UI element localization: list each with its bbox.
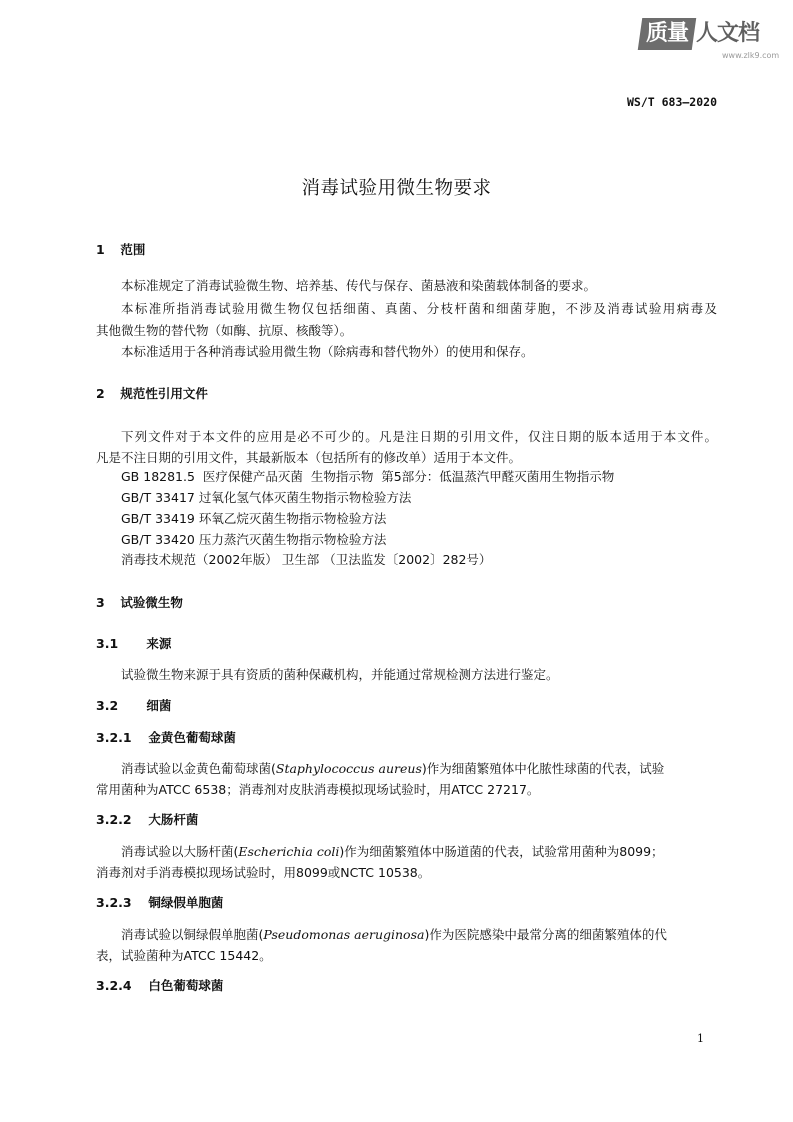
references-intro-line-2: 凡是不注日期的引用文件，其最新版本（包括所有的修改单）适用于本文件。 [96,450,522,465]
source-paragraph: 试验微生物来源于具有资质的菌种保藏机构，并能通过常规检测方法进行鉴定。 [121,667,559,682]
reference-item: GB 18281.5 医疗保健产品灭菌 生物指示物 第5部分：低温蒸汽甲醛灭菌用生物指示物 [121,469,615,484]
subsection-heading-3-2-1 [96,728,236,748]
watermark-logo [640,18,790,68]
subsection-title: 大肠杆菌 [148,812,199,827]
latin-species-name: Escherichia coli [238,844,340,859]
paragraph-text: )作为细菌繁殖体中肠道菌的代表，试验常用菌种为8099； [339,844,664,859]
pseudomonas-paragraph-line-1 [121,925,667,945]
scope-paragraph-1: 本标准规定了消毒试验微生物、培养基、传代与保存、菌悬液和染菌载体制备的要求。 [121,278,597,293]
section-title: 试验微生物 [120,595,183,610]
paragraph-text: 消毒试验以金黄色葡萄球菌( [121,761,276,776]
page-number: 1 [697,1032,704,1045]
reference-item: GB/T 33420 压力蒸汽灭菌生物指示物检验方法 [121,532,387,547]
standard-code: WS/T 683—2020 [626,95,717,109]
watermark-brand-part2: 人文档 [696,21,760,46]
subsection-title: 来源 [146,636,172,651]
subsection-title: 细菌 [146,698,172,713]
reference-item: GB/T 33417 过氧化氢气体灭菌生物指示物检验方法 [121,490,412,505]
subsection-heading-3-2-4 [96,976,223,996]
subsection-number: 3.2 [96,698,119,713]
reference-item: GB/T 33419 环氧乙烷灭菌生物指示物检验方法 [121,511,387,526]
document-title: 消毒试验用微生物要求 [301,178,492,199]
section-heading-1 [96,240,145,260]
subsection-heading-3-2 [96,696,171,716]
paragraph-text: )作为医院感染中最常分离的细菌繁殖体的代 [424,927,667,942]
paragraph-text: 消毒试验以铜绿假单胞菌( [121,927,264,942]
section-title: 规范性引用文件 [120,386,208,401]
pseudomonas-paragraph-line-2: 表，试验菌种为ATCC 15442。 [96,948,272,963]
references-intro-line-1: 下列文件对于本文件的应用是必不可少的。凡是注日期的引用文件，仅注日期的版本适用于本文件。 [121,429,717,444]
e-coli-paragraph-line-1 [121,842,664,862]
subsection-heading-3-2-2 [96,810,198,830]
latin-species-name: Staphylococcus aureus [275,761,422,776]
section-number: 1 [96,242,105,257]
subsection-number: 3.2.4 [96,978,132,993]
section-number: 3 [96,595,105,610]
section-heading-3 [96,593,183,613]
section-heading-2 [96,384,208,404]
subsection-number: 3.2.3 [96,895,132,910]
subsection-title: 铜绿假单胞菌 [148,895,224,910]
section-number: 2 [96,386,105,401]
subsection-number: 3.1 [96,636,119,651]
subsection-title: 白色葡萄球菌 [148,978,224,993]
staph-aureus-paragraph-line-1 [121,759,664,779]
subsection-number: 3.2.2 [96,812,132,827]
subsection-title: 金黄色葡萄球菌 [148,730,236,745]
watermark-brand-part1: 质量 [645,21,688,46]
reference-item: 消毒技术规范（2002年版） 卫生部 （卫法监发〔2002〕282号） [121,552,492,567]
latin-species-name: Pseudomonas aeruginosa [263,927,425,942]
scope-paragraph-2-line-2: 其他微生物的替代物（如酶、抗原、核酸等）。 [96,323,353,338]
paragraph-text: 消毒试验以大肠杆菌( [121,844,239,859]
scope-paragraph-3: 本标准适用于各种消毒试验用微生物（除病毒和替代物外）的使用和保存。 [121,344,534,359]
paragraph-text: )作为细菌繁殖体中化脓性球菌的代表，试验 [421,761,665,776]
subsection-number: 3.2.1 [96,730,132,745]
watermark-url: www.zlk9.com [722,51,780,60]
staph-aureus-paragraph-line-2: 常用菌种为ATCC 6538；消毒剂对皮肤消毒模拟现场试验时，用ATCC 27217。 [96,782,540,797]
e-coli-paragraph-line-2: 消毒剂对手消毒模拟现场试验时，用8099或NCTC 10538。 [96,865,431,880]
subsection-heading-3-2-3 [96,893,223,913]
section-title: 范围 [120,242,146,257]
scope-paragraph-2-line-1: 本标准所指消毒试验用微生物仅包括细菌、真菌、分枝杆菌和细菌芽胞，不涉及消毒试验用病毒及 [121,301,717,316]
subsection-heading-3-1 [96,634,171,654]
